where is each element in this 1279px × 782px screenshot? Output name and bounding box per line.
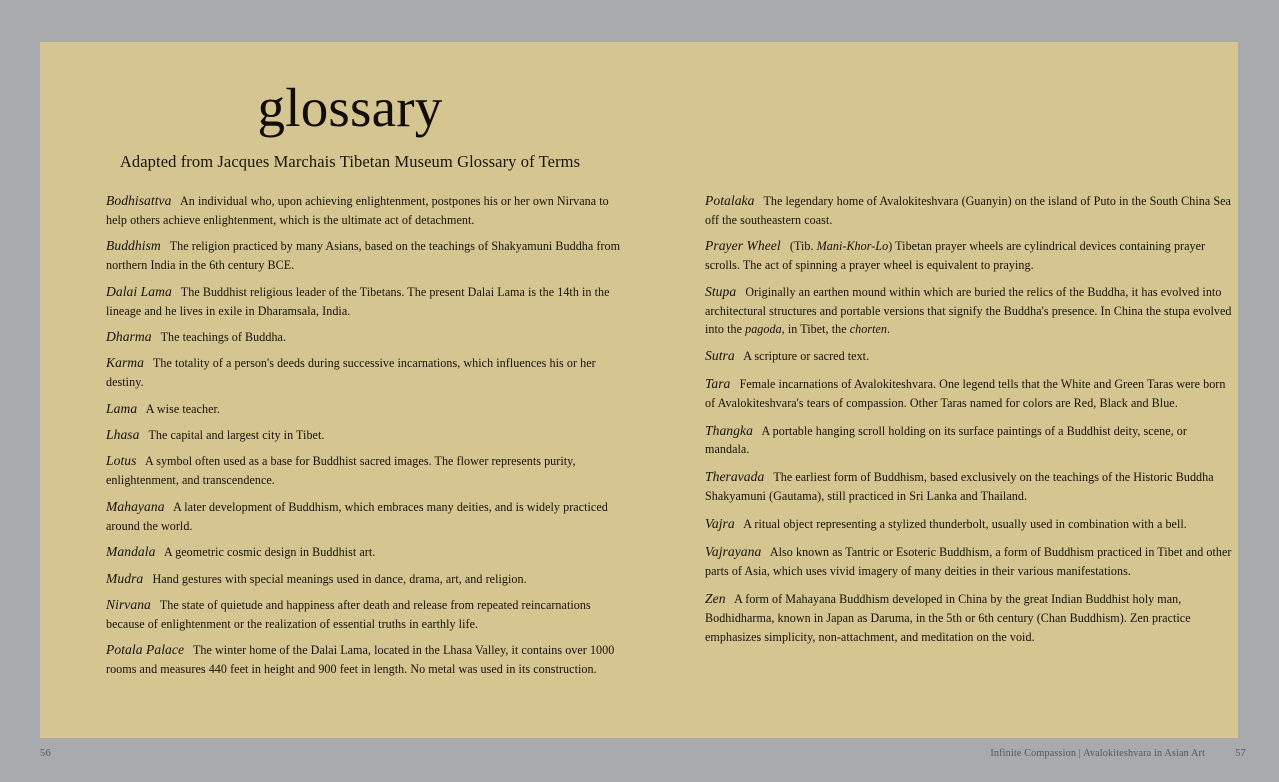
glossary-entry [106,596,631,634]
glossary-definition: The winter home of the Dalai Lama, located in the Lhasa Valley, it contains over 1000 rooms and measures 440 feet in height and 900 feet in length. No metal was used in its construction. [106,643,615,677]
page-title: glossary [257,77,443,138]
glossary-definition: The totality of a person's deeds during successive incarnations, which influences his or her destiny. [106,356,596,390]
glossary-entry [705,347,1234,366]
glossary-term: Potalaka [705,193,755,208]
glossary-definition: The religion practiced by many Asians, based on the teachings of Shakyamuni Buddha from northern India in the 6th century BCE. [106,239,621,273]
glossary-definition: The earliest form of Buddhism, based exclusively on the teachings of the Historic Buddha Shakyamuni (Gautama), still practiced in Sri Lanka and Thailand. [705,470,1214,504]
glossary-term: Lhasa [106,427,140,443]
glossary-definition: The teachings of Buddha. [160,329,287,344]
glossary-definition: A wise teacher. [145,401,220,416]
glossary-entry [705,237,1234,275]
glossary-definition: The state of quietude and happiness after death and release from repeated reincarnations because of enlightenment or the realization of essential truths in earthly life. [106,597,591,631]
glossary-entry [705,515,1234,534]
glossary-term: Mudra [106,570,144,586]
glossary-entry [705,422,1234,460]
glossary-definition: The capital and largest city in Tibet. [148,428,325,443]
glossary-entry [705,543,1234,581]
glossary-definition: A portable hanging scroll holding on its surface paintings of a Buddhist deity, scene, or mandala. [705,423,1187,457]
glossary-term: Lotus [106,453,137,469]
footer-right-group [990,748,1246,759]
folio-left: 56 [40,748,51,759]
glossary-term: Stupa [705,283,737,299]
glossary-term: Prayer Wheel [705,238,781,254]
page-content [40,42,1238,738]
glossary-column-right [640,192,1238,687]
glossary-definition: The legendary home of Avalokiteshvara (Guanyin) on the island of Puto in the South China Sea off the southeastern coast. [705,194,1231,227]
glossary-entry [106,498,631,536]
glossary-entry [106,543,631,562]
glossary-term: Karma [106,355,145,371]
glossary-entry [106,641,631,679]
glossary-columns [40,192,1238,687]
glossary-definition: A symbol often used as a base for Buddhist sacred images. The flower represents purity, enlightenment, and transcendence. [106,454,576,488]
glossary-entry [705,375,1234,413]
glossary-entry [705,283,1234,340]
glossary-entry [106,237,631,275]
glossary-entry [705,468,1234,506]
glossary-definition: A scripture or sacred text. [743,348,870,363]
glossary-entry [106,192,631,230]
glossary-term: Lama [106,400,138,416]
glossary-entry [705,192,1234,230]
glossary-entry [106,426,631,445]
glossary-term: Thangka [705,422,753,438]
page-subtitle: Adapted from Jacques Marchais Tibetan Museum Glossary of Terms [119,152,581,171]
glossary-definition: Hand gestures with special meanings used in dance, drama, art, and religion. [152,571,527,586]
glossary-definition: An individual who, upon achieving enlightenment, postpones his or her own Nirvana to help others achieve enlightenment, which is the ultimate act of detachment. [106,194,609,227]
glossary-entry [705,590,1234,647]
glossary-term: Potala Palace [106,642,185,658]
glossary-term: Mandala [106,544,156,560]
glossary-entry [106,283,631,321]
glossary-definition: A later development of Buddhism, which embraces many deities, and is widely practiced around the world. [106,499,608,533]
glossary-term: Zen [705,590,726,606]
glossary-term: Dharma [106,328,152,344]
glossary-definition: A geometric cosmic design in Buddhist art. [163,545,376,560]
glossary-term: Mahayana [106,498,165,514]
glossary-definition: (Tib. Mani-Khor-Lo) Tibetan prayer wheels are cylindrical devices containing prayer scrolls. The act of spinning a prayer wheel is equivalent to praying. [705,239,1206,273]
folio-right: 57 [1235,748,1246,759]
glossary-term: Bodhisattva [106,193,172,208]
glossary-definition: The Buddhist religious leader of the Tibetans. The present Dalai Lama is the 14th in the lineage and he lives in exile in Dharamsala, India. [106,284,610,318]
glossary-term: Dalai Lama [106,283,172,299]
running-head: Infinite Compassion | Avalokiteshvara in Asian Art [990,748,1206,759]
glossary-entry [106,328,631,347]
glossary-term: Vajra [705,516,735,532]
glossary-term: Sutra [705,347,735,363]
glossary-term: Buddhism [106,238,161,254]
glossary-definition: Female incarnations of Avalokiteshvara. One legend tells that the White and Green Taras were born of Avalokiteshvara's tears of compassion. Other Taras named for colors are Red, Black and Blue. [705,376,1226,410]
title-block [40,77,660,172]
glossary-definition: Also known as Tantric or Esoteric Buddhism, a form of Buddhism practiced in Tibet and other parts of Asia, which uses vivid imagery of many deities in their various manifestations. [705,545,1232,578]
glossary-term: Theravada [705,469,765,485]
glossary-term: Vajrayana [705,544,762,560]
glossary-definition: A ritual object representing a stylized thunderbolt, usually used in combination with a bell. [743,517,1187,532]
glossary-entry [106,354,631,392]
glossary-entry [106,400,631,419]
glossary-entry [106,452,631,490]
glossary-term: Nirvana [106,596,151,612]
page-spread [40,42,1238,738]
glossary-definition: A form of Mahayana Buddhism developed in China by the great Indian Buddhist holy man, Bodhidharma, known in Japan as Daruma, in the 5th or 6th century (Chan Buddhism). Zen practice emphasizes simplicity, non-attachment, and meditation on the void. [705,591,1191,644]
glossary-column-left [40,192,640,687]
page-footer [0,748,1279,768]
glossary-term: Tara [705,375,731,391]
glossary-entry [106,570,631,589]
glossary-definition: Originally an earthen mound within which are buried the relics of the Buddha, it has evolved into architectural structures and portable versions that signify the Buddha's presence. In China the stupa evolved into the pagoda, in Tibet, the chorten. [705,284,1232,337]
